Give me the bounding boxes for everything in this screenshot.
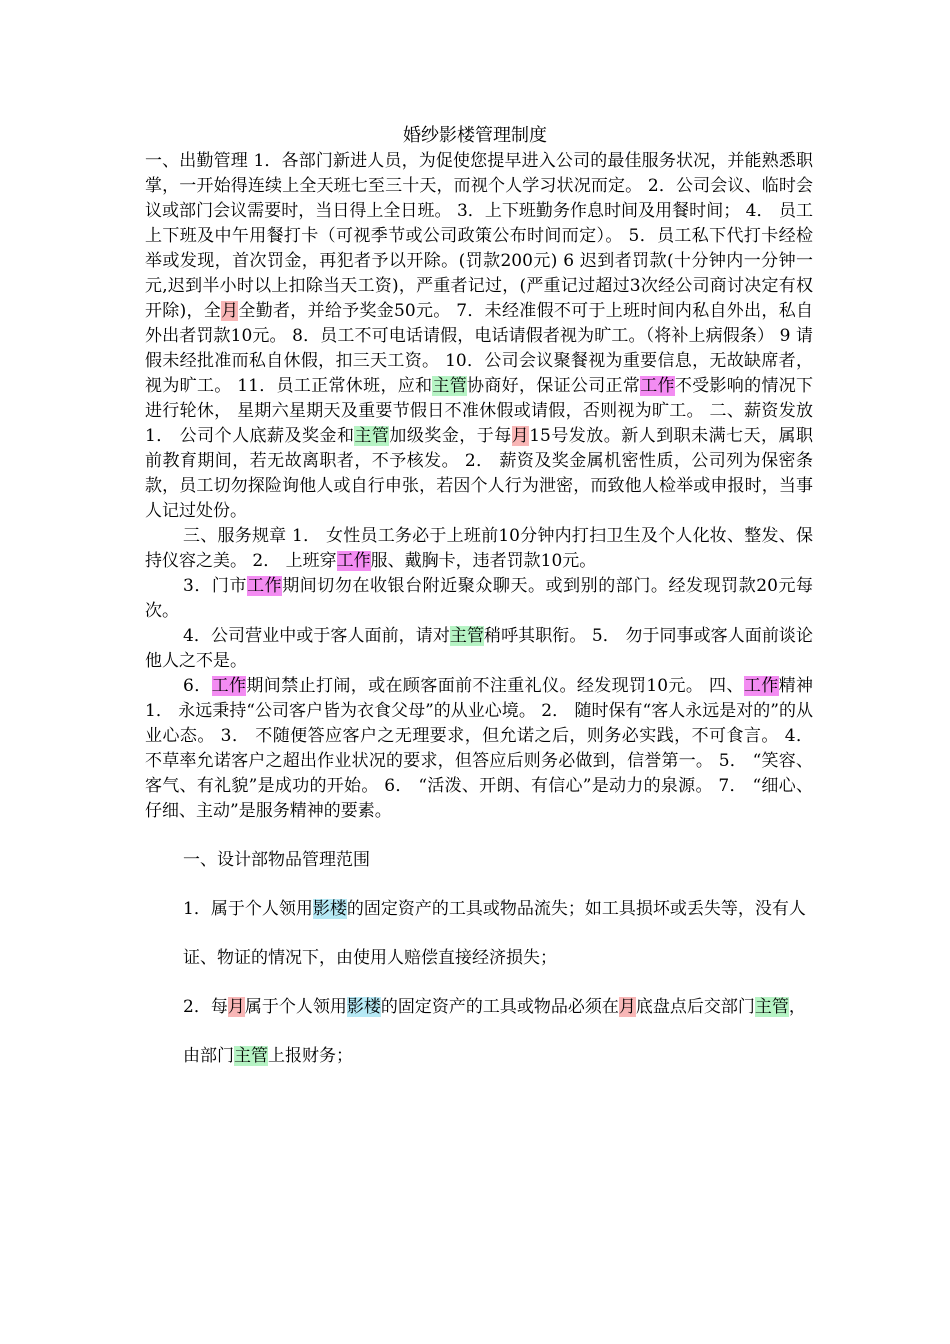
text-run: 三、服务规章 1． 女性员工务必于上班前10分钟内打扫卫生及个人化妆、整发、保持仪容之美。 2． 上班穿 — [145, 526, 813, 571]
text-run: 的固定资产的工具或物品必须在 — [380, 997, 619, 1017]
highlighted-term: 工作 — [211, 676, 247, 696]
highlighted-term: 月 — [618, 997, 636, 1017]
text-run: ， — [788, 997, 806, 1017]
text-run: 加级奖金，于每 — [389, 426, 512, 446]
paragraph — [145, 149, 813, 524]
text-run: 底盘点后交部门 — [635, 997, 755, 1017]
text-run: 一、出勤管理 1．各部门新进人员，为促使您提早进入公司的最佳服务状况，并能熟悉职掌，一开始得连续上全天班七至三十天，而视个人学习状况而定。 2．公司会议、临时会议或部门会议需要时，当日得上全日班。 3．上下班勤务作息时间及用餐时间； 4． 员工上下班及中午用餐打卡（可视季节或公司政策公布时间而定）。 5．员工私下代打卡经检举或发现，首次罚金，再犯者予以开除。(罚款200元) 6 迟到者罚款(十分钟内一分钟一元,迟到半小时以上扣除当天工资)，严重者记过，(严重记过超过3次经公司商讨决定有权开除)，全 — [145, 151, 813, 321]
text-run: 1．属于个人领用 — [183, 899, 313, 919]
text-run: 协商好，保证公司正常 — [467, 376, 641, 396]
highlighted-term: 主管 — [449, 626, 485, 646]
highlighted-term: 主管 — [354, 426, 390, 446]
text-run: 稍呼其职衔。 5． 勿于同事或客人面前谈论他人之不是。 — [145, 626, 813, 671]
document-title: 婚纱影楼管理制度 — [403, 125, 547, 146]
paragraph — [145, 574, 813, 624]
text-run: 不受影响的情况下进行轮休， 星期六星期天及重要节假日不准休假或请假，否则视为旷工。 二、薪资发放 1． 公司个人底薪及奖金和 — [145, 376, 814, 446]
highlighted-term: 工作 — [247, 576, 283, 596]
text-run: 一、设计部物品管理范围 — [183, 850, 370, 870]
highlighted-term: 工作 — [336, 551, 371, 571]
text-run: 的固定资产的工具或物品流失；如工具损坏或丢失等，没有人 — [346, 899, 806, 919]
text-run: 证、物证的情况下，由使用人赔偿直接经济损失； — [183, 948, 557, 968]
paragraph — [145, 1044, 813, 1069]
highlighted-term: 影楼 — [346, 997, 381, 1017]
paragraph — [145, 995, 813, 1020]
text-run: 期间禁止打闹，或在顾客面前不注重礼仪。经发现罚10元。 四、 — [246, 676, 744, 696]
paragraph — [145, 946, 813, 971]
highlighted-term: 月 — [221, 301, 239, 321]
text-run: 全勤者，并给予奖金50元。 7．未经准假不可于上班时间内私自外出，私自外出者罚款10元。 8．员工不可电话请假，电话请假者视为旷工。（将补上病假条） 9 请假未经批准而私自休假，扣三天工资。 10．公司会议聚餐视为重要信息，无故缺席者，视为旷工。 11．员工正常休班，应和 — [145, 301, 813, 396]
text-run: 6． — [183, 676, 212, 696]
highlighted-term: 工作 — [640, 376, 675, 396]
highlighted-term: 影楼 — [312, 899, 347, 919]
text-run: 4．公司营业中或于客人面前，请对 — [183, 626, 450, 646]
paragraph — [145, 897, 813, 922]
text-run: 3．门市 — [183, 576, 248, 596]
text-run: 由部门 — [183, 1046, 234, 1066]
text-run: 上报财务； — [268, 1046, 353, 1066]
text-run: 15号发放。新人到职未满七天，属职 前教育期间，若无故离职者，不予核发。 2． 薪资及奖金属机密性质，公司列为保密条款，员工切勿探险询他人或自行申张，若因个人行为泄密，而致他人检举或申报时，当事人记过处份。 — [145, 426, 814, 521]
highlighted-term: 月 — [227, 997, 245, 1017]
paragraph — [145, 624, 813, 674]
highlighted-term: 工作 — [743, 676, 779, 696]
paragraph — [145, 524, 813, 574]
text-run: 期间切勿在收银台附近聚众聊天。或到别的部门。经发现罚款20元每次。 — [145, 576, 814, 621]
highlighted-term: 主管 — [234, 1046, 268, 1066]
highlighted-term: 主管 — [754, 997, 789, 1017]
text-run: 2．每 — [183, 997, 228, 1017]
document-body — [145, 149, 813, 1069]
text-run: 精神 1． 永远秉持“公司客户皆为衣食父母”的从业心境。 2． 随时保有“客人永远是对的”的从业心态。 3． 不随便答应客户之无理要求，但允诺之后，则务必实践，不可食言。 4． 不草率允诺客户之超出作业状况的要求，但答应后则务必做到，信誉第一。 5． “笑容、客气、有礼貌”是成功的开始。 6． “活泼、开朗、有信心”是动力的泉源。 7． “细心、仔细、主动”是服务精神的要素。 — [145, 676, 814, 821]
text-run: 属于个人领用 — [244, 997, 347, 1017]
highlighted-term: 主管 — [432, 376, 468, 396]
paragraph — [145, 674, 813, 824]
highlighted-term: 月 — [511, 426, 530, 446]
text-run: 服、戴胸卡，违者罚款10元。 — [370, 551, 597, 571]
paragraph — [145, 848, 813, 873]
